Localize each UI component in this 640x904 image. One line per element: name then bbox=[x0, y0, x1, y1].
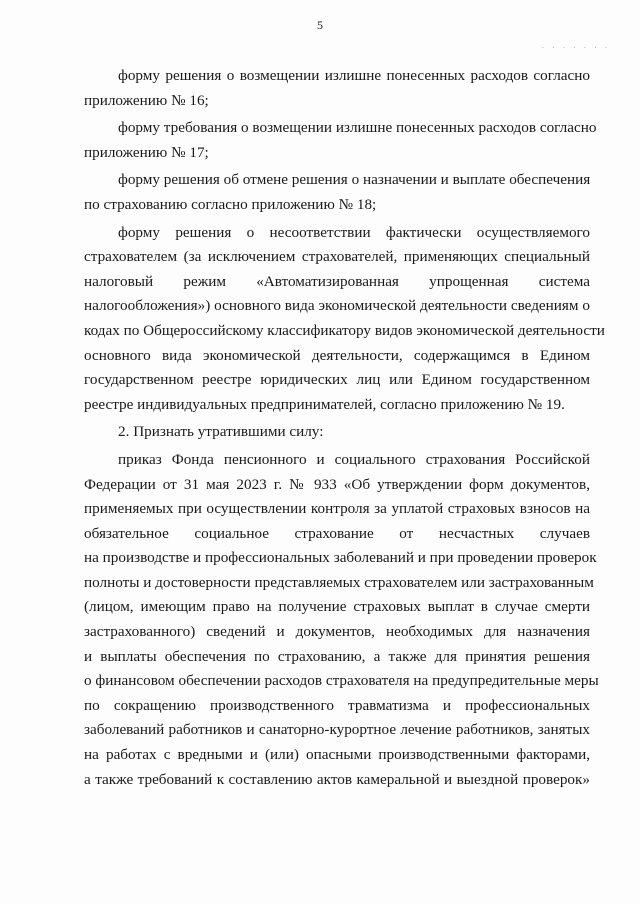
text-line: форму решения о несоответствии фактически осуществляемого bbox=[118, 223, 590, 241]
text-line: по сокращению производственного травматизма и профессиональных bbox=[84, 696, 590, 714]
text-line: по страхованию согласно приложению № 18; bbox=[84, 195, 377, 213]
text-line: налоговый режим «Автоматизированная упрощенная система bbox=[84, 272, 590, 290]
text-line: на работах с вредными и (или) опасными производственными факторами, bbox=[84, 746, 590, 764]
text-line: применяемых при осуществлении контроля за уплатой страховых взносов на bbox=[84, 500, 590, 518]
text-line: застрахованного) сведений и документов, необходимых для назначения bbox=[84, 623, 590, 641]
text-line: на производстве и профессиональных заболеваний и при проведении проверок bbox=[84, 549, 597, 567]
text-line: государственном реестре юридических лиц или Едином государственном bbox=[84, 371, 590, 389]
text-line: форму решения об отмене решения о назначении и выплате обеспечения bbox=[118, 171, 591, 189]
text-line: (лицом, имеющим право на получение страховых выплат в случае смерти bbox=[84, 598, 590, 616]
text-line: реестре индивидуальных предпринимателей, согласно приложению № 19. bbox=[84, 395, 565, 413]
text-line: основного вида экономической деятельности, содержащимся в Едином bbox=[84, 346, 590, 364]
text-line: и выплаты обеспечения по страхованию, а также для принятия решения bbox=[84, 647, 590, 665]
text-line: приказ Фонда пенсионного и социального страхования Российской bbox=[118, 450, 590, 468]
text-line: форму решения о возмещении излишне понесенных расходов согласно bbox=[118, 67, 590, 84]
text-line: 2. Признать утратившими силу: bbox=[118, 423, 324, 441]
text-line: Федерации от 31 мая 2023 г. № 933 «Об утверждении форм документов, bbox=[84, 475, 590, 493]
text-line: налогообложения») основного вида экономической деятельности сведениям о bbox=[84, 297, 590, 315]
text-line: кодах по Общероссийскому классификатору видов экономической деятельности bbox=[84, 321, 605, 339]
page-number: 5 bbox=[317, 18, 323, 32]
scan-artifact-marks: . . . . . . . bbox=[541, 40, 610, 50]
text-line: приложению № 16; bbox=[84, 91, 209, 109]
text-line: форму требования о возмещении излишне понесенных расходов согласно bbox=[118, 119, 597, 137]
text-line: полноты и достоверности представляемых страхователем или застрахованным bbox=[84, 573, 594, 591]
text-line: обязательное социальное страхование от несчастных случаев bbox=[84, 524, 590, 542]
text-line: о финансовом обеспечении расходов страхователя на предупредительные меры bbox=[84, 672, 599, 690]
document-body bbox=[84, 64, 605, 792]
text-line: а также требований к составлению актов камеральной и выездной проверок» bbox=[84, 770, 590, 788]
text-line: приложению № 17; bbox=[84, 143, 209, 161]
text-line: заболеваний работников и санаторно-курортное лечение работников, занятых bbox=[84, 721, 590, 739]
text-line: страхователем (за исключением страхователей, применяющих специальный bbox=[84, 248, 590, 266]
